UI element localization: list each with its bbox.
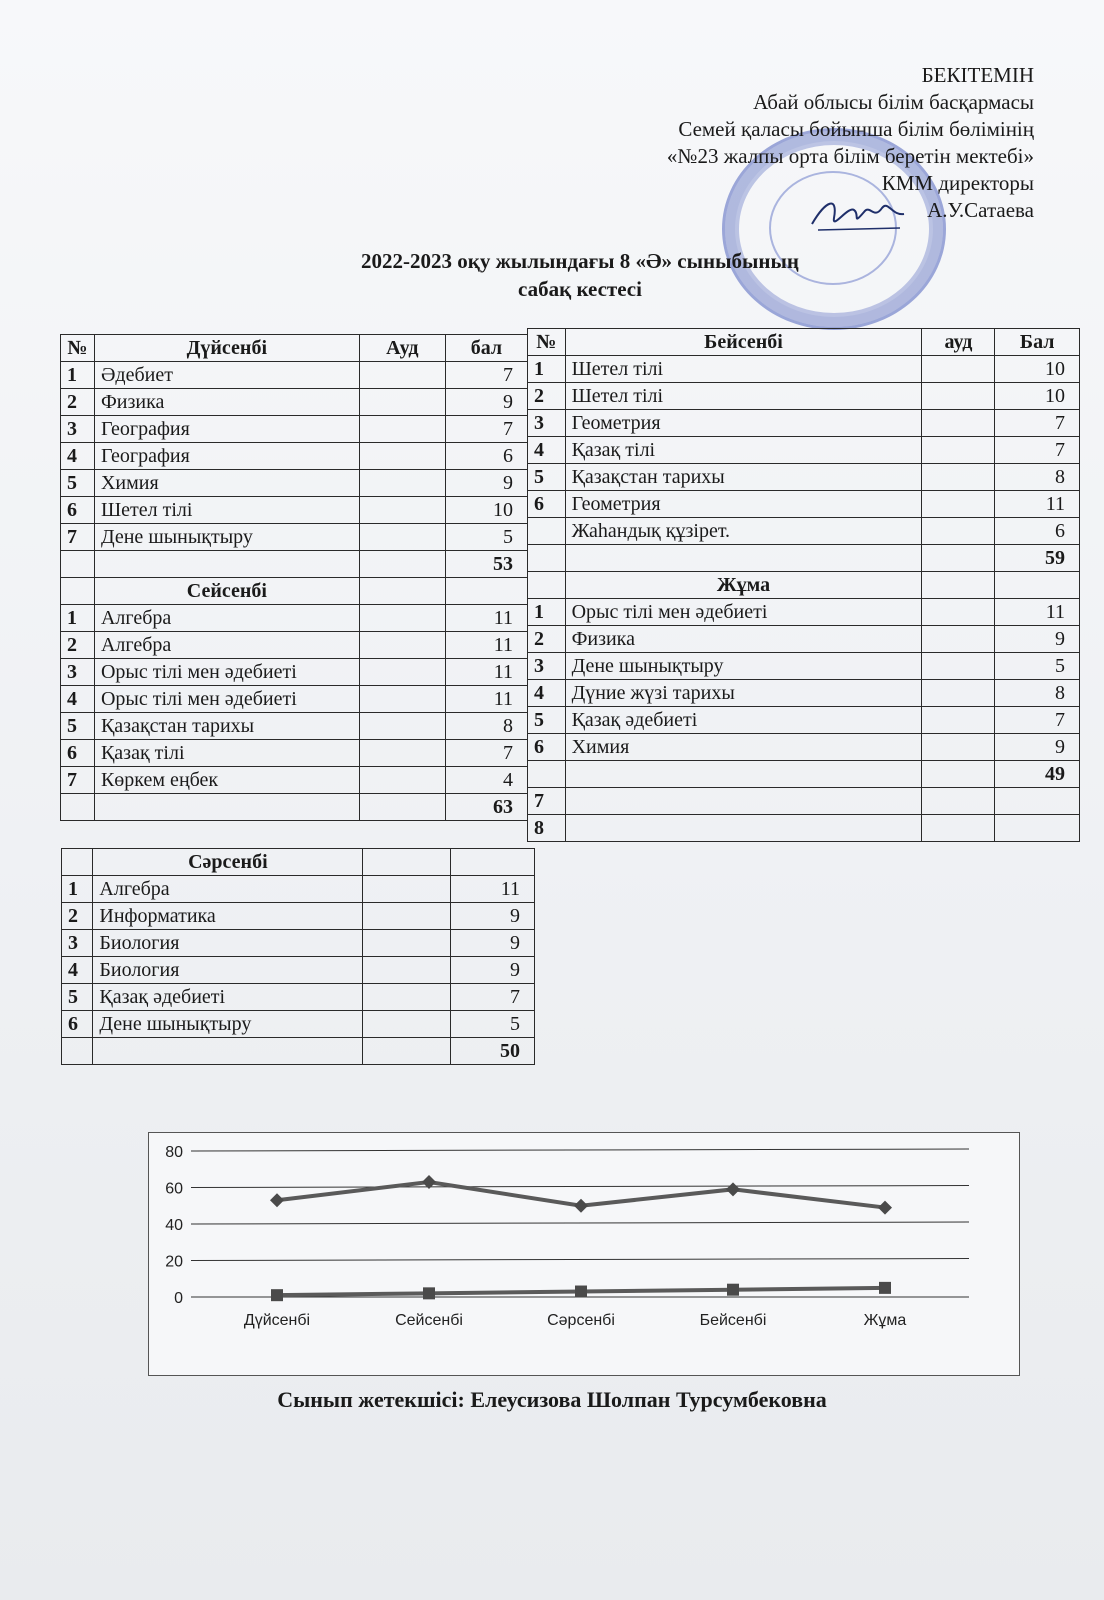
lesson-score: 7 <box>995 410 1080 437</box>
lesson-row <box>61 686 528 713</box>
empty-cell <box>565 761 922 788</box>
column-header-room: Ауд <box>359 335 445 362</box>
lesson-number: 7 <box>528 788 566 815</box>
lesson-score: 9 <box>995 626 1080 653</box>
lesson-number: 2 <box>528 383 566 410</box>
lesson-room <box>922 410 995 437</box>
empty-cell <box>359 578 445 605</box>
lesson-row <box>528 734 1080 761</box>
lesson-room <box>359 767 445 794</box>
lesson-subject: Физика <box>565 626 922 653</box>
x-tick-label: Жұма <box>863 1312 907 1329</box>
lesson-room <box>363 957 451 984</box>
y-tick-label: 60 <box>165 1180 183 1198</box>
lesson-number: 1 <box>61 605 95 632</box>
empty-cell <box>359 794 445 821</box>
empty-cell <box>528 572 566 599</box>
handwritten-signature <box>808 190 908 236</box>
lesson-subject: Шетел тілі <box>565 383 922 410</box>
lesson-subject: Дене шынықтыру <box>565 653 922 680</box>
day-total: 53 <box>445 551 527 578</box>
lesson-score: 8 <box>995 680 1080 707</box>
lesson-room <box>359 713 445 740</box>
lesson-subject: Биология <box>93 957 363 984</box>
lesson-subject: Орыс тілі мен әдебиеті <box>94 686 359 713</box>
lesson-room <box>359 740 445 767</box>
lesson-number: 4 <box>61 443 95 470</box>
column-header-number: № <box>61 335 95 362</box>
lesson-room <box>363 903 451 930</box>
lesson-room <box>922 599 995 626</box>
lesson-score: 5 <box>451 1011 535 1038</box>
day-title: Жұма <box>565 572 922 599</box>
data-point-diamond <box>270 1193 284 1207</box>
x-tick-label: Сейсенбі <box>395 1312 463 1329</box>
lesson-row <box>61 524 528 551</box>
y-tick-label: 40 <box>165 1217 183 1234</box>
lesson-score: 8 <box>995 464 1080 491</box>
lesson-subject: Әдебиет <box>94 362 359 389</box>
lesson-number: 5 <box>61 713 95 740</box>
lesson-row <box>62 984 535 1011</box>
chart-gridline <box>191 1259 969 1261</box>
lesson-row <box>62 1011 535 1038</box>
lesson-room <box>922 680 995 707</box>
data-point-diamond <box>726 1182 740 1196</box>
lesson-number: 6 <box>528 734 566 761</box>
lesson-row <box>61 767 528 794</box>
lesson-score: 7 <box>995 707 1080 734</box>
lesson-number: 5 <box>528 464 566 491</box>
lesson-subject: Химия <box>94 470 359 497</box>
total-row <box>61 794 528 821</box>
day-total: 59 <box>995 545 1080 572</box>
lesson-number: 3 <box>528 410 566 437</box>
lesson-number: 1 <box>528 356 566 383</box>
lesson-subject: Қазақ тілі <box>94 740 359 767</box>
empty-cell <box>995 815 1080 842</box>
lesson-row <box>528 707 1080 734</box>
lesson-subject: Қазақ тілі <box>565 437 922 464</box>
data-point-square <box>271 1289 283 1301</box>
lesson-row <box>61 713 528 740</box>
empty-cell <box>565 545 922 572</box>
lesson-row <box>528 680 1080 707</box>
lesson-row <box>62 957 535 984</box>
lesson-number: 4 <box>61 686 95 713</box>
lesson-room <box>359 389 445 416</box>
lesson-row <box>61 443 528 470</box>
column-header-room: ауд <box>922 329 995 356</box>
approval-line: КММ директоры <box>881 171 1034 195</box>
lesson-number: 1 <box>61 362 95 389</box>
lesson-number: 3 <box>61 659 95 686</box>
lesson-subject: Дене шынықтыру <box>93 1011 363 1038</box>
empty-cell <box>922 788 995 815</box>
y-tick-label: 80 <box>165 1144 183 1161</box>
lesson-score: 10 <box>995 383 1080 410</box>
data-point-diamond <box>878 1201 892 1215</box>
lesson-score: 9 <box>445 389 527 416</box>
schedule-table-thursday-friday <box>527 328 1080 842</box>
lesson-score: 9 <box>451 957 535 984</box>
lesson-row <box>528 410 1080 437</box>
schedule-table-wednesday <box>61 848 535 1065</box>
lesson-subject: Дене шынықтыру <box>94 524 359 551</box>
lesson-score: 9 <box>451 903 535 930</box>
lesson-room <box>359 443 445 470</box>
empty-cell <box>359 551 445 578</box>
lesson-number: 8 <box>528 815 566 842</box>
chart-canvas <box>149 1133 1019 1375</box>
director-name: А.У.Сатаева <box>927 198 1034 222</box>
lesson-room <box>922 653 995 680</box>
lesson-score: 8 <box>445 713 527 740</box>
lesson-room <box>359 686 445 713</box>
x-tick-label: Дүйсенбі <box>243 1312 311 1329</box>
empty-cell <box>62 849 93 876</box>
empty-cell <box>94 551 359 578</box>
lesson-row <box>61 659 528 686</box>
class-teacher-line: Сынып жетекшісі: Елеусизова Шолпан Турсумбековна <box>277 1387 827 1412</box>
lesson-room <box>922 491 995 518</box>
column-header-day: Дүйсенбі <box>94 335 359 362</box>
empty-cell <box>922 572 995 599</box>
lesson-score: 9 <box>451 930 535 957</box>
chart-gridline <box>191 1149 969 1151</box>
lesson-number: 3 <box>62 930 93 957</box>
lesson-room <box>922 707 995 734</box>
lesson-row <box>61 605 528 632</box>
lesson-row <box>528 518 1080 545</box>
total-row <box>528 545 1080 572</box>
lesson-room <box>359 524 445 551</box>
lesson-row <box>528 653 1080 680</box>
empty-cell <box>922 545 995 572</box>
column-header-score: бал <box>445 335 527 362</box>
lesson-subject: Қазақ әдебиеті <box>93 984 363 1011</box>
total-row <box>62 1038 535 1065</box>
lesson-number: 2 <box>61 389 95 416</box>
lesson-row <box>61 416 528 443</box>
lesson-room <box>363 984 451 1011</box>
day-title-row <box>528 572 1080 599</box>
lesson-score: 9 <box>995 734 1080 761</box>
document-subtitle: сабақ кестесі <box>518 277 642 301</box>
lesson-room <box>922 356 995 383</box>
x-tick-label: Сәрсенбі <box>547 1312 615 1329</box>
lesson-number: 4 <box>528 437 566 464</box>
day-total: 63 <box>445 794 527 821</box>
lesson-number: 5 <box>62 984 93 1011</box>
document-title: 2022-2023 оқу жылындағы 8 «Ә» сыныбының <box>360 249 800 273</box>
total-row <box>61 551 528 578</box>
lesson-subject: Орыс тілі мен әдебиеті <box>565 599 922 626</box>
lesson-score: 6 <box>995 518 1080 545</box>
lesson-row <box>61 389 528 416</box>
approval-line: «№23 жалпы орта білім беретін мектебі» <box>666 144 1034 168</box>
lesson-number: 5 <box>61 470 95 497</box>
lesson-room <box>922 626 995 653</box>
lesson-room <box>359 416 445 443</box>
day-total: 49 <box>995 761 1080 788</box>
lesson-row <box>61 740 528 767</box>
lesson-room <box>922 518 995 545</box>
lesson-number: 6 <box>62 1011 93 1038</box>
day-title: Сәрсенбі <box>93 849 363 876</box>
lesson-subject: Алгебра <box>94 632 359 659</box>
empty-cell <box>922 815 995 842</box>
lesson-room <box>359 470 445 497</box>
lesson-subject: Қазақ әдебиеті <box>565 707 922 734</box>
empty-cell <box>922 761 995 788</box>
lesson-number: 5 <box>528 707 566 734</box>
lesson-score: 10 <box>445 497 527 524</box>
lesson-subject: Қазақстан тарихы <box>565 464 922 491</box>
lesson-score: 11 <box>445 686 527 713</box>
lesson-room <box>922 734 995 761</box>
column-header-score: Бал <box>995 329 1080 356</box>
lesson-row <box>528 491 1080 518</box>
lesson-subject: Алгебра <box>93 876 363 903</box>
lesson-subject: Қазақстан тарихы <box>94 713 359 740</box>
lesson-number: 3 <box>528 653 566 680</box>
lesson-score: 4 <box>445 767 527 794</box>
lesson-room <box>363 930 451 957</box>
lesson-subject: Орыс тілі мен әдебиеті <box>94 659 359 686</box>
lesson-row <box>61 497 528 524</box>
lesson-subject: Геометрия <box>565 491 922 518</box>
lesson-room <box>359 659 445 686</box>
lesson-room <box>359 605 445 632</box>
data-point-square <box>879 1282 891 1294</box>
empty-cell <box>528 545 566 572</box>
column-header-number: № <box>528 329 566 356</box>
lesson-subject: Биология <box>93 930 363 957</box>
lesson-score: 11 <box>451 876 535 903</box>
lesson-room <box>359 632 445 659</box>
lesson-number: 6 <box>61 497 95 524</box>
empty-cell <box>445 578 527 605</box>
empty-cell <box>93 1038 363 1065</box>
lesson-score: 7 <box>995 437 1080 464</box>
chart-gridline <box>191 1222 969 1224</box>
lesson-score: 10 <box>995 356 1080 383</box>
chart-gridline <box>191 1186 969 1188</box>
data-point-square <box>423 1287 435 1299</box>
approval-line: Семей қаласы бойынша білім бөлімінің <box>678 117 1034 141</box>
day-title: Сейсенбі <box>94 578 359 605</box>
lesson-row <box>62 876 535 903</box>
lesson-subject: География <box>94 416 359 443</box>
x-tick-label: Бейсенбі <box>699 1312 767 1329</box>
lesson-score: 7 <box>445 362 527 389</box>
total-row <box>528 761 1080 788</box>
approval-heading: БЕКІТЕМІН <box>921 63 1034 87</box>
day-title-row <box>62 849 535 876</box>
empty-cell <box>528 761 566 788</box>
lesson-score: 11 <box>995 491 1080 518</box>
y-tick-label: 20 <box>165 1253 183 1271</box>
header-row <box>528 329 1080 356</box>
empty-cell <box>61 578 95 605</box>
lesson-subject: Химия <box>565 734 922 761</box>
lesson-subject: Алгебра <box>94 605 359 632</box>
lesson-subject: Шетел тілі <box>565 356 922 383</box>
empty-cell <box>995 788 1080 815</box>
empty-cell <box>94 794 359 821</box>
lesson-number: 3 <box>61 416 95 443</box>
header-row <box>61 335 528 362</box>
lesson-number: 1 <box>528 599 566 626</box>
empty-cell <box>451 849 535 876</box>
lesson-subject: Геометрия <box>565 410 922 437</box>
empty-lesson-row <box>528 788 1080 815</box>
lesson-score: 7 <box>451 984 535 1011</box>
lesson-row <box>528 464 1080 491</box>
lesson-room <box>359 497 445 524</box>
lesson-row <box>528 383 1080 410</box>
empty-lesson-row <box>528 815 1080 842</box>
empty-cell <box>565 815 922 842</box>
lesson-row <box>528 356 1080 383</box>
lesson-number: 6 <box>528 491 566 518</box>
empty-cell <box>995 572 1080 599</box>
lesson-number: 6 <box>61 740 95 767</box>
lesson-number <box>528 518 566 545</box>
data-point-diamond <box>574 1199 588 1213</box>
lesson-score: 11 <box>995 599 1080 626</box>
lesson-room <box>359 362 445 389</box>
empty-cell <box>61 794 95 821</box>
lesson-row <box>61 362 528 389</box>
lesson-score: 7 <box>445 416 527 443</box>
line-chart <box>148 1132 1020 1376</box>
lesson-row <box>528 626 1080 653</box>
day-total: 50 <box>451 1038 535 1065</box>
lesson-row <box>528 599 1080 626</box>
lesson-score: 11 <box>445 632 527 659</box>
lesson-score: 11 <box>445 605 527 632</box>
empty-cell <box>61 551 95 578</box>
lesson-number: 1 <box>62 876 93 903</box>
approval-line: Абай облысы білім басқармасы <box>753 90 1034 114</box>
empty-cell <box>363 849 451 876</box>
lesson-row <box>61 470 528 497</box>
lesson-row <box>61 632 528 659</box>
lesson-subject: Дүние жүзі тарихы <box>565 680 922 707</box>
lesson-subject: Жаһандық құзірет. <box>565 518 922 545</box>
column-header-day: Бейсенбі <box>565 329 922 356</box>
lesson-score: 11 <box>445 659 527 686</box>
lesson-number: 4 <box>528 680 566 707</box>
lesson-number: 2 <box>62 903 93 930</box>
lesson-score: 7 <box>445 740 527 767</box>
lesson-row <box>62 903 535 930</box>
data-point-square <box>575 1286 587 1298</box>
schedule-table-monday-tuesday <box>60 334 528 821</box>
lesson-score: 5 <box>445 524 527 551</box>
day-title-row <box>61 578 528 605</box>
lesson-score: 9 <box>445 470 527 497</box>
lesson-number: 4 <box>62 957 93 984</box>
lesson-room <box>363 876 451 903</box>
lesson-row <box>62 930 535 957</box>
data-point-square <box>727 1284 739 1296</box>
lesson-score: 6 <box>445 443 527 470</box>
lesson-room <box>922 464 995 491</box>
lesson-number: 7 <box>61 767 95 794</box>
empty-cell <box>565 788 922 815</box>
lesson-score: 5 <box>995 653 1080 680</box>
y-tick-label: 0 <box>174 1290 183 1307</box>
lesson-number: 2 <box>528 626 566 653</box>
lesson-room <box>363 1011 451 1038</box>
empty-cell <box>363 1038 451 1065</box>
lesson-subject: Информатика <box>93 903 363 930</box>
lesson-room <box>922 437 995 464</box>
lesson-subject: Физика <box>94 389 359 416</box>
lesson-row <box>528 437 1080 464</box>
empty-cell <box>62 1038 93 1065</box>
lesson-subject: Шетел тілі <box>94 497 359 524</box>
lesson-subject: География <box>94 443 359 470</box>
lesson-room <box>922 383 995 410</box>
lesson-number: 7 <box>61 524 95 551</box>
lesson-subject: Көркем еңбек <box>94 767 359 794</box>
lesson-number: 2 <box>61 632 95 659</box>
